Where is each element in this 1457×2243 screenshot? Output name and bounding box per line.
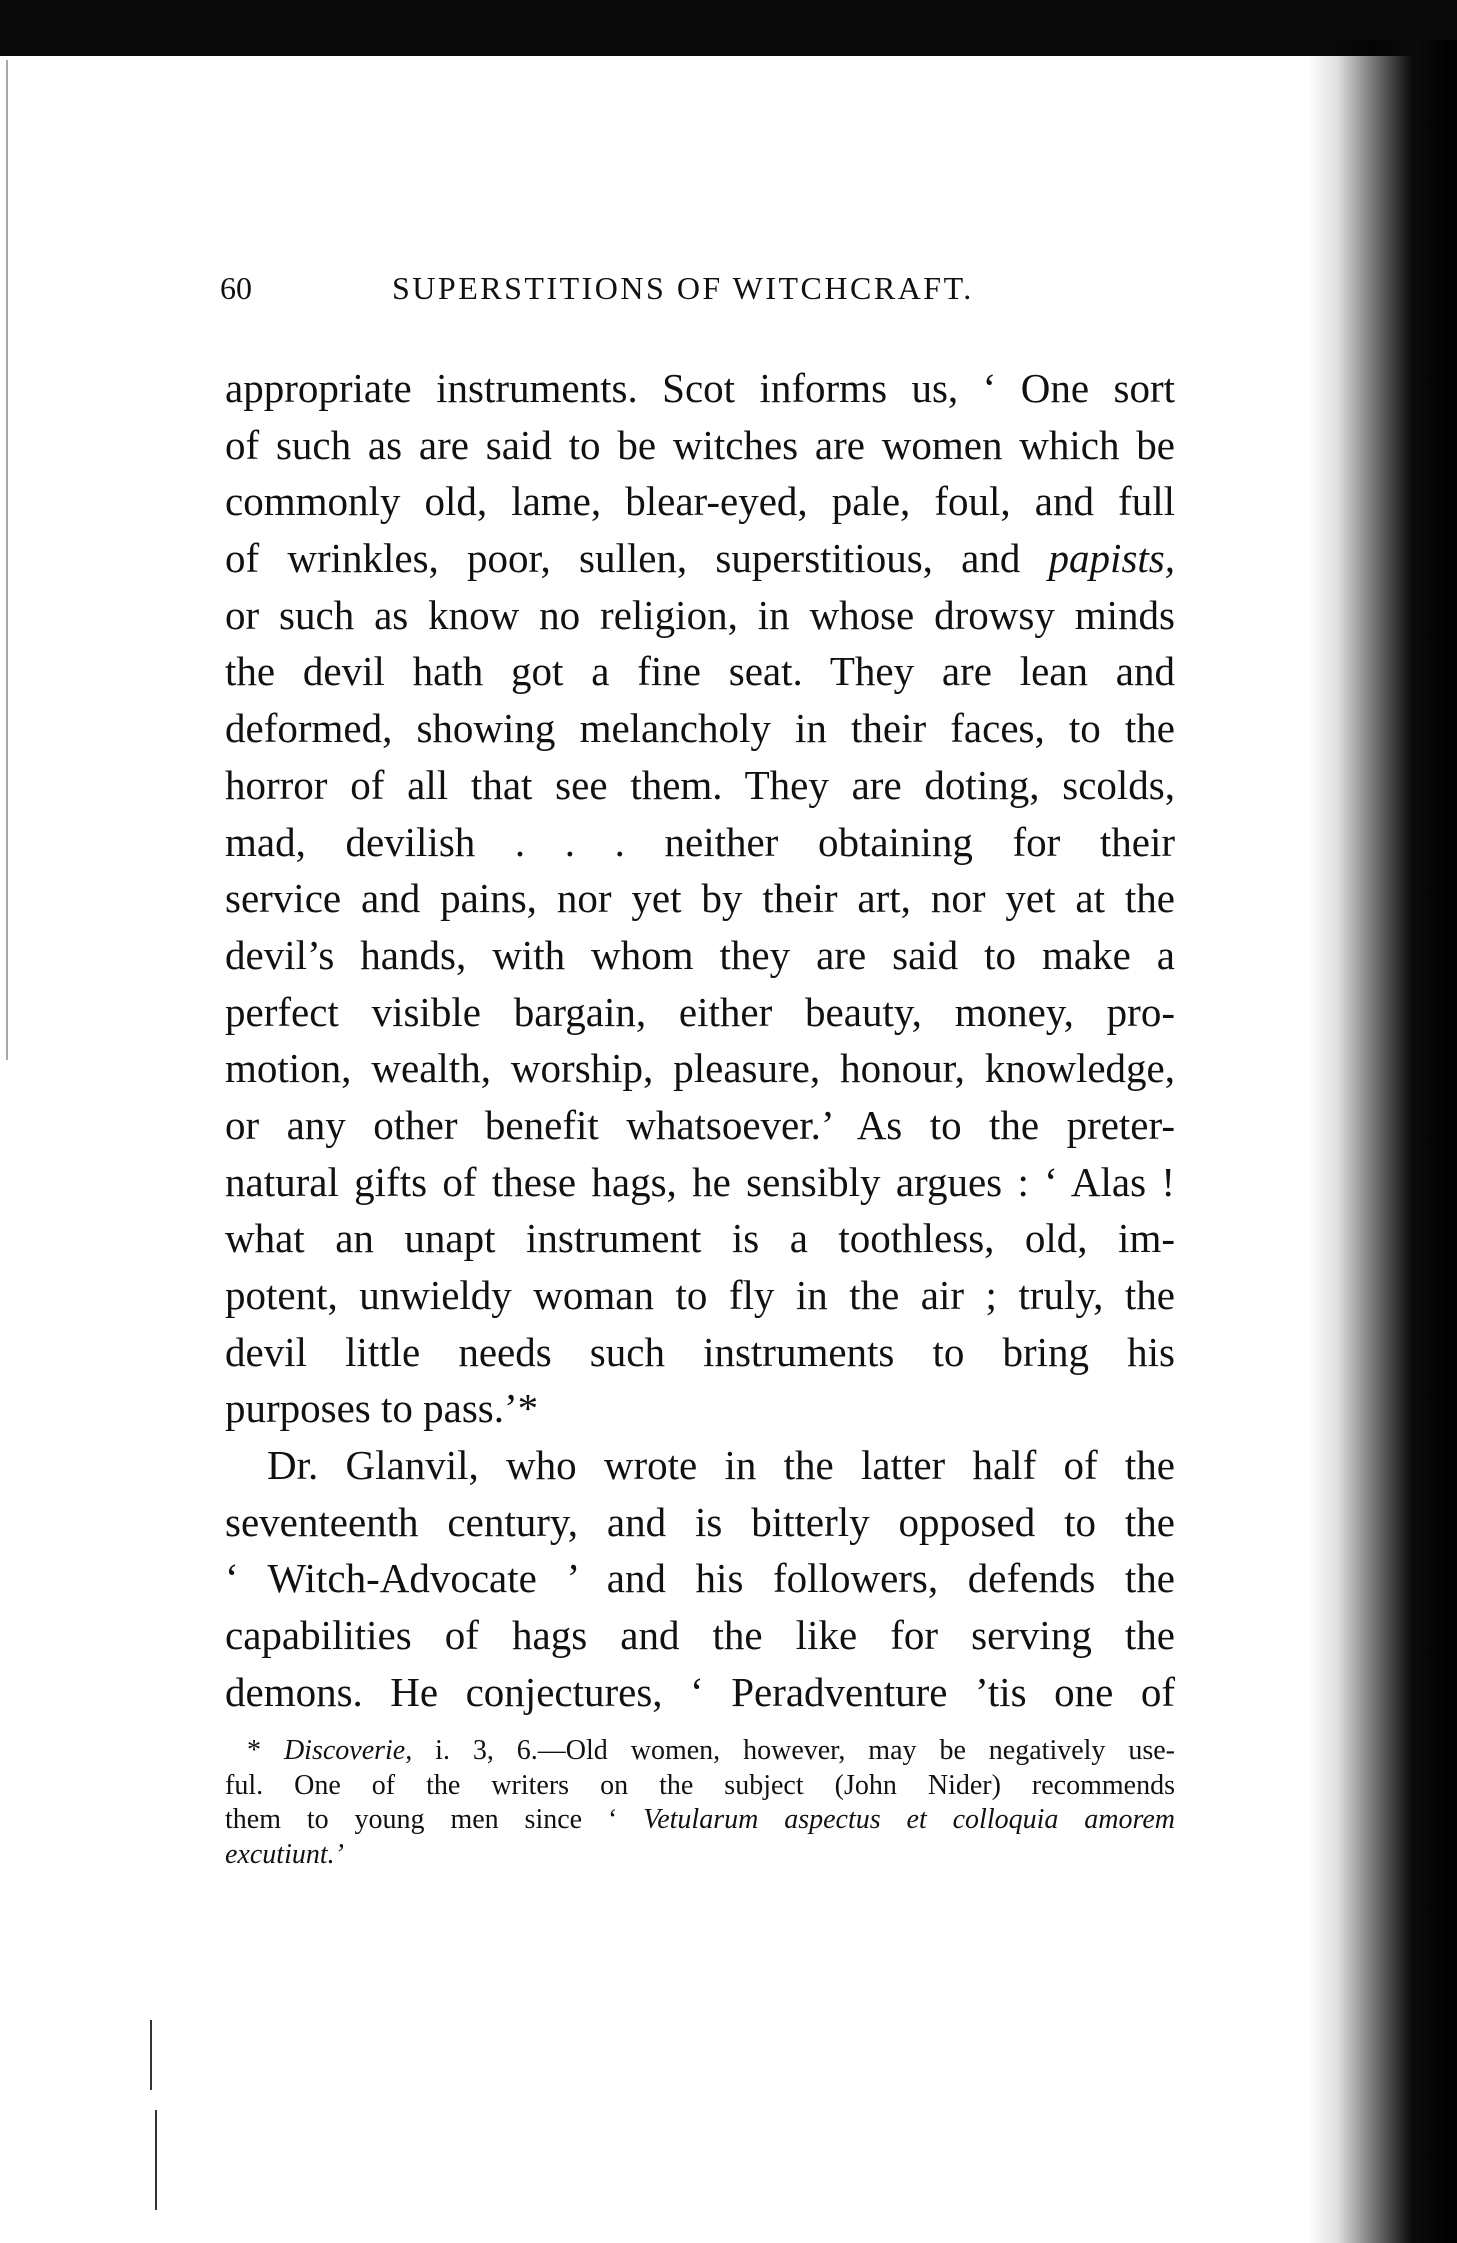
text-line [225, 530, 1175, 587]
scan-speck [155, 2110, 157, 2210]
text-line: what an unapt instrument is a toothless, old, im- [225, 1215, 1175, 1262]
latin-quote: Vetularum aspectus et colloquia amorem [643, 1804, 1176, 1835]
running-head [220, 270, 1180, 320]
text-line: ‘ Witch-Advocate ’ and his followers, defends the [225, 1555, 1175, 1602]
text-line: seventeenth century, and is bitterly opposed to the [225, 1498, 1175, 1545]
text-segment: i. 3, 6.—Old women, however, may be negatively use- [412, 1735, 1176, 1766]
text-line: or such as know no religion, in whose drowsy minds [225, 591, 1175, 638]
text-line: appropriate instruments. Scot informs us, ‘ One sort [225, 365, 1175, 411]
running-title: SUPERSTITIONS OF WITCHCRAFT. [392, 270, 974, 306]
text-line: mad, devilish . . . neither obtaining for their [225, 818, 1175, 865]
text-line: of such as are said to be witches are women which be [225, 421, 1175, 468]
text-line: devil’s hands, with whom they are said to make a [225, 931, 1175, 978]
footnote-line: excutiunt.’ [225, 1838, 344, 1870]
body-text [225, 360, 1175, 1721]
page-number: 60 [220, 270, 252, 306]
scan-left-edge [6, 60, 8, 1060]
text-line: perfect visible bargain, either beauty, money, pro- [225, 988, 1175, 1035]
text-line: deformed, showing melancholy in their faces, to the [225, 705, 1175, 752]
footnote-line: ful. One of the writers on the subject (John Nider) recommends [225, 1769, 1175, 1801]
text-line: the devil hath got a fine seat. They are lean and [225, 648, 1175, 695]
footnote-line [225, 1803, 1175, 1838]
footnote [225, 1734, 1175, 1872]
italic-word: papists, [1048, 535, 1175, 582]
scan-speck [150, 2020, 152, 2090]
text-line: service and pains, nor yet by their art, nor yet at the [225, 875, 1175, 922]
footnote-source: Discoverie, [283, 1735, 413, 1766]
footnote-line [225, 1734, 1175, 1769]
text-line: or any other benefit whatsoever.’ As to the preter- [225, 1101, 1175, 1148]
text-line: devil little needs such instruments to bring his [225, 1328, 1175, 1375]
text-segment: them to young men since ‘ [225, 1804, 644, 1835]
footnote-marker: * [247, 1735, 284, 1766]
text-line: horror of all that see them. They are doting, scolds, [225, 761, 1175, 808]
text-line: motion, wealth, worship, pleasure, honour, knowledge, [225, 1045, 1175, 1092]
text-line: capabilities of hags and the like for serving the [225, 1612, 1175, 1659]
text-line: potent, unwieldy woman to fly in the air ; truly, the [225, 1272, 1175, 1318]
paragraph-start-line: Dr. Glanvil, who wrote in the latter half of the [267, 1442, 1175, 1489]
scan-top-border [0, 0, 1457, 56]
text-line: commonly old, lame, blear-eyed, pale, foul, and full [225, 478, 1175, 525]
text-line: natural gifts of these hags, he sensibly argues : ‘ Alas ! [225, 1158, 1175, 1205]
text-line: demons. He conjectures, ‘ Peradventure ’tis one of [225, 1668, 1175, 1715]
text-segment: of wrinkles, poor, sullen, superstitious, and [225, 535, 1049, 582]
text-line: purposes to pass.’* [225, 1385, 539, 1432]
scan-binding-shadow [1307, 40, 1457, 2243]
